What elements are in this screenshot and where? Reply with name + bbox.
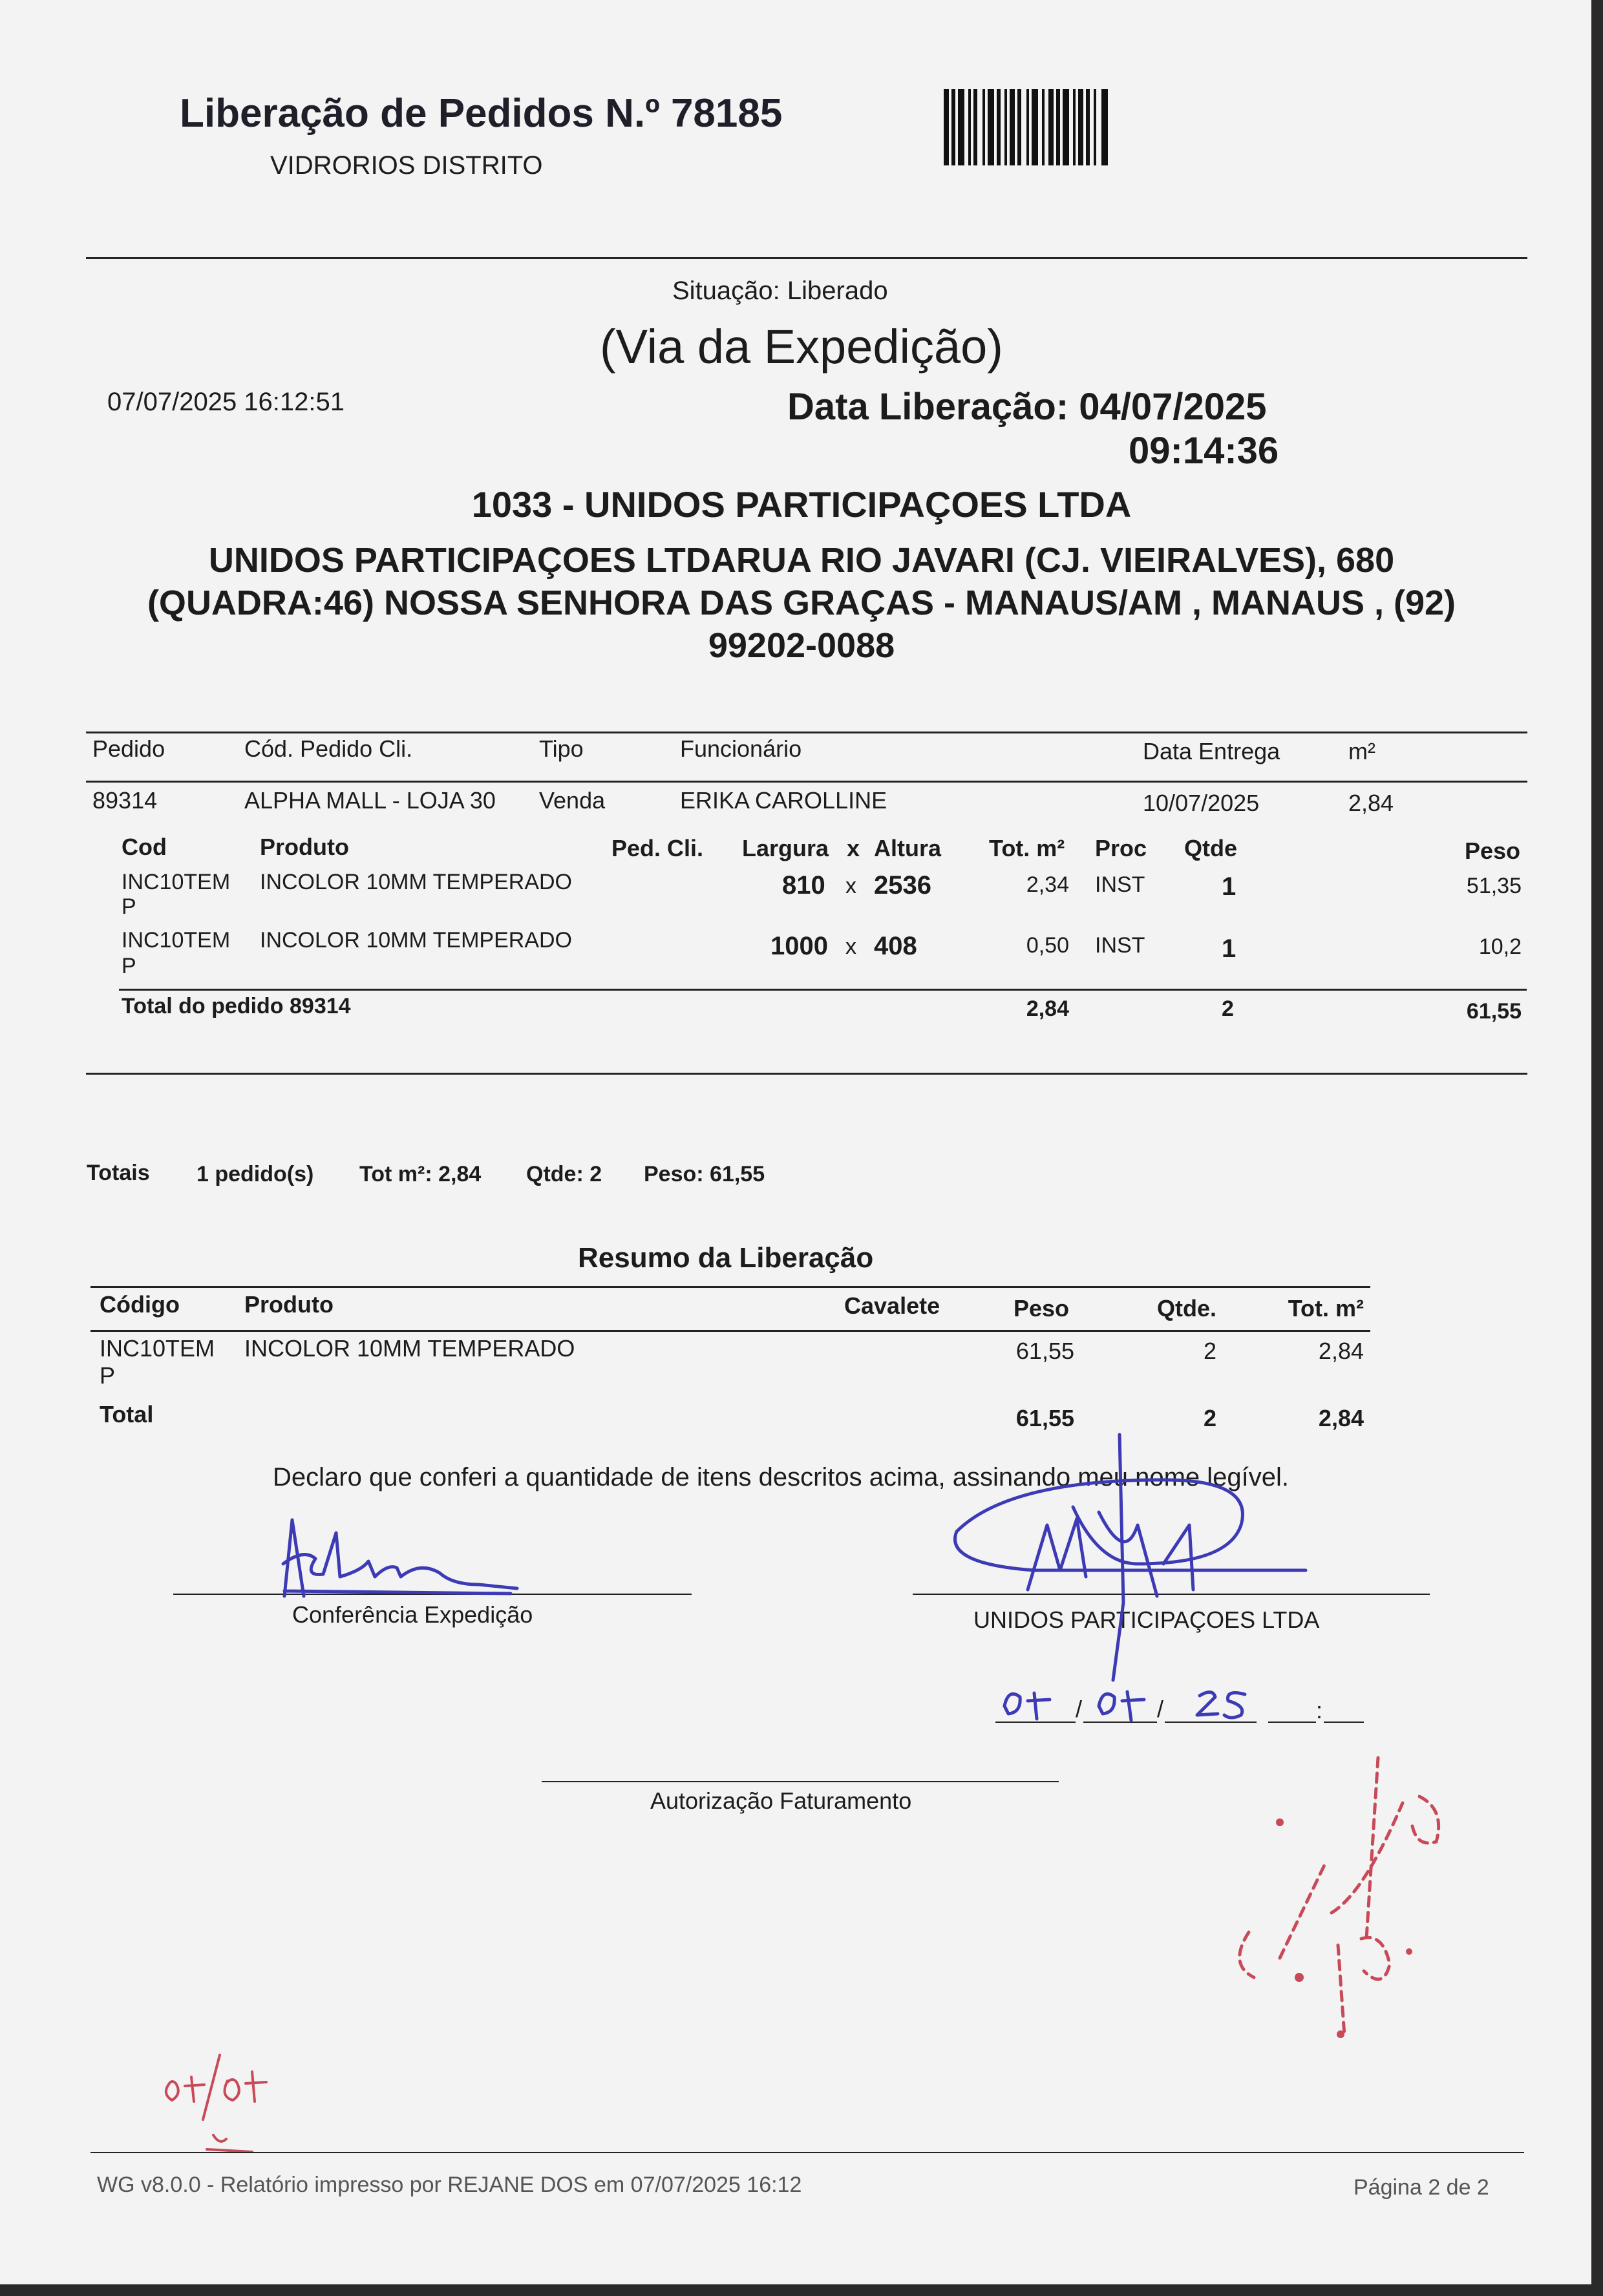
item-1-cod-line1: INC10TEM: [122, 870, 231, 894]
order-pedido: 89314: [92, 787, 158, 814]
item-2-qtde: 1: [1222, 934, 1237, 963]
declaration-text: Declaro que conferi a quantidade de itens descritos acima, assinando meu nome legível.: [273, 1463, 1290, 1491]
item-2-peso: 10,2: [1478, 934, 1522, 959]
via-label: (Via da Expedição): [600, 320, 1003, 374]
footer-print-info: WG v8.0.0 - Relatório impresso por REJANE DOS em 07/07/2025 16:12: [97, 2173, 802, 2197]
items-col-proc: Proc: [1095, 835, 1147, 861]
summary-total-label: Total: [100, 1401, 154, 1427]
items-col-largura: Largura: [742, 835, 829, 861]
items-col-qtde: Qtde: [1184, 835, 1238, 861]
items-col-tot-m2: Tot. m²: [989, 835, 1065, 861]
items-col-peso: Peso: [1465, 837, 1521, 864]
item-1-x: x: [845, 874, 856, 898]
release-time: 09:14:36: [1129, 430, 1279, 472]
item-2-largura: 1000: [770, 932, 828, 960]
summary-total-qtde: 2: [1204, 1405, 1217, 1431]
col-funcionario: Funcionário: [680, 735, 802, 762]
company-signature-scribble: [955, 1435, 1306, 1680]
items-col-produto: Produto: [260, 834, 349, 860]
footer-page-number: Página 2 de 2: [1354, 2175, 1489, 2200]
items-col-cod: Cod: [122, 834, 167, 860]
autorizacao-label: Autorização Faturamento: [650, 1787, 912, 1814]
summary-codigo-line2: P: [100, 1362, 116, 1389]
col-m2: m²: [1348, 738, 1375, 764]
col-data-entrega: Data Entrega: [1143, 738, 1280, 764]
items-col-x: x: [847, 835, 860, 861]
items-col-ped-cli: Ped. Cli.: [611, 835, 704, 861]
col-cod-pedido-cli: Cód. Pedido Cli.: [244, 735, 413, 762]
order-cod-pedido-cli: ALPHA MALL - LOJA 30: [244, 787, 496, 814]
item-1-qtde: 1: [1222, 872, 1237, 901]
item-1-proc: INST: [1095, 872, 1145, 897]
summary-total-tot-m2: 2,84: [1318, 1405, 1364, 1431]
col-tipo: Tipo: [539, 735, 584, 762]
client-address-line-2: (QUADRA:46) NOSSA SENHORA DAS GRAÇAS - MANAUS/AM , MANAUS , (92): [147, 584, 1456, 622]
totals-tot-m2: Tot m²: 2,84: [359, 1162, 482, 1186]
item-2-proc: INST: [1095, 933, 1145, 958]
client-name: 1033 - UNIDOS PARTICIPAÇOES LTDA: [471, 484, 1132, 525]
summary-col-codigo: Código: [100, 1291, 180, 1318]
order-funcionario: ERIKA CAROLLINE: [680, 787, 887, 814]
items-total-peso: 61,55: [1466, 999, 1522, 1024]
item-1-produto: INCOLOR 10MM TEMPERADO: [260, 870, 573, 894]
item-2-produto: INCOLOR 10MM TEMPERADO: [260, 928, 573, 953]
item-1-cod-line2: P: [122, 894, 136, 919]
date-sep-1: /: [1076, 1696, 1083, 1722]
items-total-label: Total do pedido 89314: [122, 994, 351, 1018]
summary-col-qtde: Qtde.: [1157, 1295, 1217, 1322]
client-address-line-3: 99202-0088: [708, 626, 895, 665]
company-signature-label: UNIDOS PARTICIPAÇOES LTDA: [973, 1606, 1320, 1633]
item-2-cod-line2: P: [122, 954, 136, 978]
date-sep-2: /: [1157, 1696, 1164, 1722]
summary-qtde: 2: [1204, 1338, 1217, 1364]
summary-tot-m2: 2,84: [1318, 1338, 1364, 1364]
totals-pedidos: 1 pedido(s): [196, 1162, 314, 1186]
order-tipo: Venda: [539, 787, 606, 814]
summary-title: Resumo da Liberação: [578, 1242, 874, 1274]
summary-col-peso: Peso: [1014, 1295, 1070, 1322]
order-m2: 2,84: [1348, 790, 1394, 816]
summary-col-produto: Produto: [244, 1291, 334, 1318]
item-1-tot-m2: 2,34: [1026, 872, 1069, 897]
totals-qtde: Qtde: 2: [526, 1162, 602, 1186]
red-handwritten-note: [166, 2055, 266, 2152]
summary-peso: 61,55: [1015, 1338, 1074, 1364]
time-sep: :: [1316, 1697, 1323, 1723]
handwritten-date: [1004, 1692, 1245, 1720]
conferencia-label: Conferência Expedição: [292, 1601, 533, 1628]
items-col-altura: Altura: [874, 835, 942, 861]
item-1-altura: 2536: [874, 871, 931, 900]
status-text: Situação: Liberado: [672, 277, 888, 305]
order-data-entrega: 10/07/2025: [1143, 790, 1260, 816]
totals-label: Totais: [87, 1161, 150, 1185]
print-datetime: 07/07/2025 16:12:51: [107, 388, 345, 416]
summary-codigo-line1: INC10TEM: [100, 1335, 215, 1362]
footer-rule: [90, 2152, 1524, 2153]
item-2-x: x: [845, 934, 856, 959]
item-2-cod-line1: INC10TEM: [122, 928, 231, 953]
totals-peso: Peso: 61,55: [644, 1162, 765, 1186]
summary-col-tot-m2: Tot. m²: [1288, 1295, 1364, 1322]
item-1-largura: 810: [782, 871, 825, 900]
client-address-line-1: UNIDOS PARTICIPAÇOES LTDARUA RIO JAVARI (CJ. VIEIRALVES), 680: [208, 541, 1395, 580]
col-pedido: Pedido: [92, 735, 165, 762]
conferencia-signature-scribble: [283, 1520, 517, 1596]
summary-produto: INCOLOR 10MM TEMPERADO: [244, 1335, 575, 1362]
item-1-peso: 51,35: [1466, 874, 1522, 898]
item-2-tot-m2: 0,50: [1026, 933, 1069, 958]
document-title: Liberação de Pedidos N.º 78185: [180, 91, 783, 136]
items-total-qtde: 2: [1222, 996, 1234, 1021]
items-total-tot-m2: 2,84: [1026, 996, 1069, 1021]
summary-total-peso: 61,55: [1015, 1405, 1074, 1431]
red-annotation: [1240, 1758, 1439, 2038]
summary-col-cavalete: Cavalete: [844, 1292, 940, 1319]
release-date: Data Liberação: 04/07/2025: [787, 386, 1267, 428]
company-subtitle: VIDRORIOS DISTRITO: [270, 151, 543, 180]
item-2-altura: 408: [874, 932, 917, 960]
